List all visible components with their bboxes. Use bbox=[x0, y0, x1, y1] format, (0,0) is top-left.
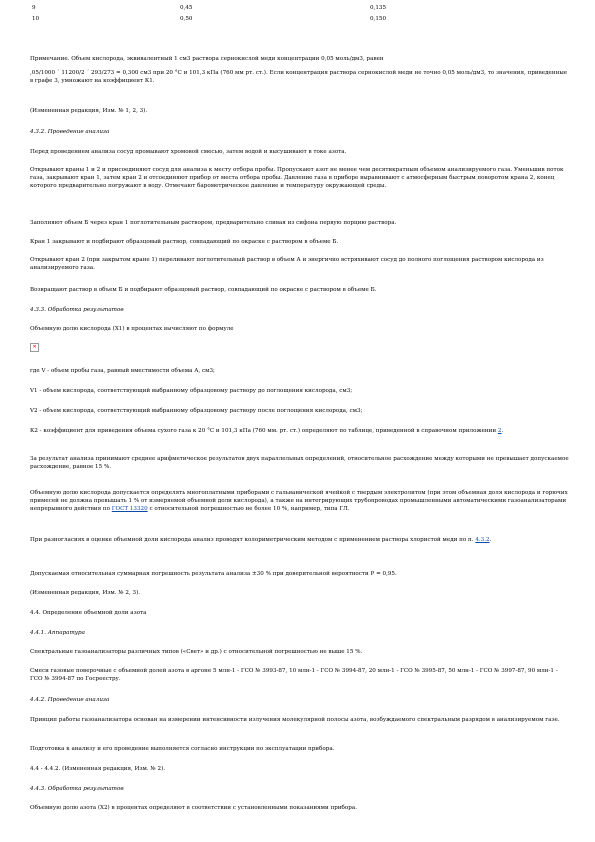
body-paragraph: Объемную долю азота (Х2) в процентах определяют в соответствии с установленными показаниями прибора. bbox=[30, 805, 357, 811]
table-row bbox=[30, 15, 570, 26]
body-paragraph: Смеси газовые поверочные с объемной долей азота в аргоне 5 млн-1 - ГСО № 3993-87, 10 млн-1 - ГСО № 3994-87, 20 млн-1 - ГСО № 3995-87, 50 млн-1 - ГСО № 3997-87, 90 млн-1 - ГСО № 3994-87 по Госреестру. bbox=[30, 668, 558, 682]
section-heading: 4.4.1. Аппаратура bbox=[30, 630, 85, 636]
body-paragraph: Объемную долю кислорода (Х1) в процентах вычисляют по формуле bbox=[30, 326, 234, 332]
body-text: . bbox=[501, 428, 504, 434]
revision-note: (Измененная редакция, Изм. № 2, 3). bbox=[30, 590, 141, 596]
body-text: . bbox=[489, 537, 492, 543]
table-cell: 0,135 bbox=[370, 5, 387, 11]
revision-note: (Измененная редакция, Изм. № 1, 2, 3). bbox=[30, 108, 148, 114]
body-paragraph: Перед проведением анализа сосуд промывают хромовой смесью, затем водой и высушивают в токе азота. bbox=[30, 149, 347, 155]
table-cell: 0,45 bbox=[180, 5, 193, 11]
body-paragraph bbox=[30, 427, 570, 435]
body-text: с относительной погрешностью не более 10 %, например, типа ГЛ. bbox=[147, 506, 350, 512]
body-paragraph: Открывают кран 2 (при закрытом кране 1) переливают поглотительный раствор в объем А и энергично встряхивают сосуд до полного поглощения раствором кислорода из анализируемого газа. bbox=[30, 257, 544, 271]
table-cell: 0,50 bbox=[180, 16, 193, 22]
body-paragraph: Допускаемая относительная суммарная погрешность результата анализа ±30 % при доверительной вероятности P = 0,95. bbox=[30, 571, 397, 577]
body-paragraph: Возвращают раствор в объем Б и подбирают образцовый раствор, совпадающий по окраске с раствором в объеме Б. bbox=[30, 287, 377, 293]
broken-image-icon: ✕ bbox=[30, 343, 39, 352]
body-paragraph: Кран 1 закрывают и подбирают образцовый раствор, совпадающий по окраске с раствором в объеме Б. bbox=[30, 239, 339, 245]
note-formula-paragraph: ,05/1000 ´ 11200/2 ´ 293/273 = 0,300 см3 при 20 °С и 101,3 кПа (760 мм рт. ст.). Если концентрация раствора сернокислой меди не точно 0,05 моль/дм3, то значения, приведенные в графе 3, умножают на коэффициент К1. bbox=[30, 70, 568, 84]
appendix-link[interactable]: 2 bbox=[497, 428, 502, 434]
body-paragraph: За результат анализа принимают среднее арифметическое результатов двух параллельных определений, относительное расхождение между которыми не превышает допускаемое расхождение, равное 15 %. bbox=[30, 456, 569, 470]
section-link[interactable]: 4.3.2 bbox=[475, 537, 490, 543]
body-paragraph: где V - объем пробы газа, равный вместимости объема А, см3; bbox=[30, 368, 215, 374]
table-cell: 10 bbox=[32, 16, 40, 22]
body-paragraph: V2 - объем кислорода, соответствующий выбранному образцовому раствору после поглощения кислорода, см3; bbox=[30, 408, 363, 414]
body-text: Объемную долю кислорода допускается определять многоплатными приборами с гальванической ячейкой с твердым электролитом (при этом объемная доля кислорода и горючих примесей не должна превышать 1 % от измеряемой объемной доли кислорода), а также на интегрирующих трубопроводах промышленными автоматическими газоанализаторами непрерывного действия по bbox=[30, 490, 568, 512]
body-paragraph: Открывают краны 1 и 2 и присоединяют сосуд для анализа к месту отбора пробы. Пропускают азот не менее чем десятикратным объемом анализируемого газа. Уменьшив поток газа, закрывают кран 1, затем кран 2 и отсоединяют прибор от места отбора пробы. Давление газа в приборе выравнивают с атмосферным быстрым поворотом крана 2, конец которого предварительно погружают в воду. Отмечают барометрическое давление и температуру окружающей среды. bbox=[30, 167, 564, 189]
table-cell: 0,150 bbox=[370, 16, 387, 22]
body-paragraph: Принцип работы газоанализатора основан на измерении интенсивности излучения молекулярной полосы азота, возбуждаемого спектральным разрядом в анализируемом газе. bbox=[30, 717, 560, 723]
body-paragraph bbox=[30, 536, 570, 544]
gost-link[interactable]: ГОСТ 13320 bbox=[111, 506, 148, 512]
value-table bbox=[30, 4, 570, 26]
body-paragraph: Заполняют объем Б через кран 1 поглотительным раствором, предварительно сливая из сифона первую порцию раствора. bbox=[30, 220, 397, 226]
body-text: При разногласиях в оценке объемной доли кислорода анализ проводят колориметрическим методом с применением раствора хлористой меди по п. bbox=[30, 537, 476, 543]
table-row bbox=[30, 4, 570, 15]
revision-note: 4.4 - 4.4.2. (Измененная редакция, Изм. № 2). bbox=[30, 766, 166, 772]
body-paragraph: Спектральные газоанализаторы различных типов («Свет» и др.) с относительной погрешностью не выше 15 %. bbox=[30, 649, 363, 655]
body-paragraph: Подготовка к анализу и его проведение выполняется согласно инструкции по эксплуатации прибора. bbox=[30, 746, 335, 752]
section-heading: 4.4.3. Обработка результатов bbox=[30, 786, 124, 792]
section-heading: 4.3.2. Проведение анализа bbox=[30, 129, 110, 135]
note-paragraph: Примечание. Объем кислорода, эквивалентный 1 см3 раствора сернокислой меди концентрации 0,05 моль/дм3, равен bbox=[30, 56, 384, 62]
section-heading: 4.4. Определение объемной доли азота bbox=[30, 610, 147, 616]
section-heading: 4.3.3. Обработка результатов bbox=[30, 307, 124, 313]
table-cell: 9 bbox=[32, 5, 36, 11]
body-paragraph bbox=[30, 489, 570, 513]
section-heading: 4.4.2. Проведение анализа bbox=[30, 697, 110, 703]
body-text: К2 - коэффициент для приведения объема сухого газа к 20 °С и 101,3 кПа (760 мм. рт. ст.) определяют по таблице, приведенной в справочном приложении bbox=[30, 428, 498, 434]
body-paragraph: V1 - объем кислорода, соответствующий выбранному образцовому раствору до поглощения кислорода, см3; bbox=[30, 388, 353, 394]
